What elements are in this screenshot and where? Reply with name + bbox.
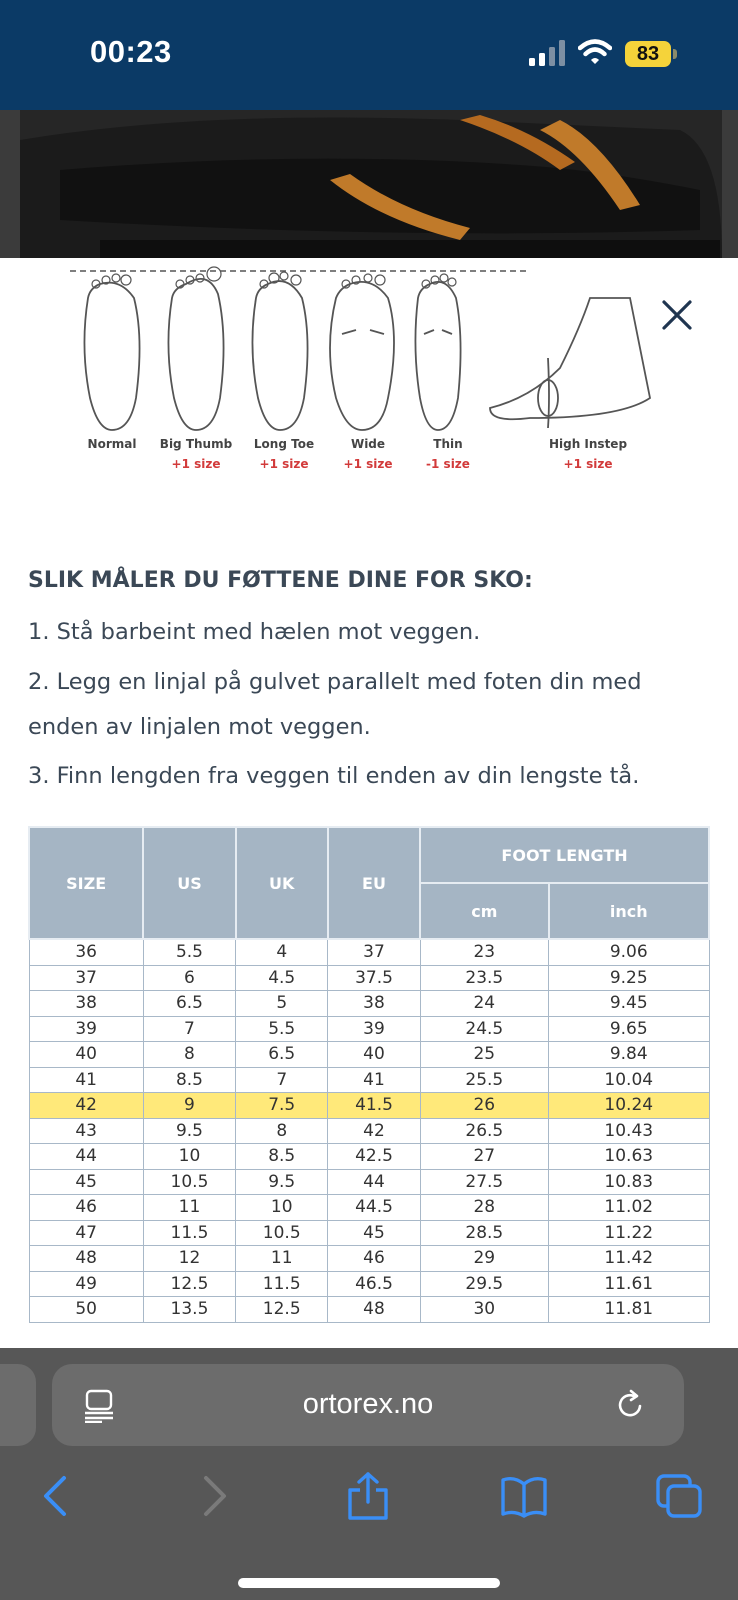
header-us: US xyxy=(143,827,235,939)
close-icon[interactable] xyxy=(660,298,694,332)
battery-cap xyxy=(673,49,677,59)
wifi-icon xyxy=(578,38,612,66)
table-row xyxy=(29,991,709,1017)
cell-uk: 4.5 xyxy=(236,965,328,991)
cell-eu: 41 xyxy=(328,1067,420,1093)
table-row xyxy=(29,1144,709,1170)
table-row xyxy=(29,1220,709,1246)
cell-size: 40 xyxy=(29,1042,143,1068)
cell-eu: 39 xyxy=(328,1016,420,1042)
foot-sub-high-instep: +1 size xyxy=(563,457,613,471)
cell-us: 11.5 xyxy=(143,1220,235,1246)
cell-inch: 10.63 xyxy=(549,1144,710,1170)
cell-eu: 40 xyxy=(328,1042,420,1068)
cell-us: 5.5 xyxy=(143,939,235,965)
cell-uk: 9.5 xyxy=(236,1169,328,1195)
cell-eu: 48 xyxy=(328,1297,420,1323)
cell-us: 8.5 xyxy=(143,1067,235,1093)
cell-uk: 5.5 xyxy=(236,1016,328,1042)
foot-label-long-toe: Long Toe xyxy=(253,437,315,451)
address-bar[interactable] xyxy=(52,1364,684,1446)
cell-uk: 11 xyxy=(236,1246,328,1272)
cell-us: 13.5 xyxy=(143,1297,235,1323)
reload-icon[interactable] xyxy=(614,1389,646,1421)
cell-cm: 23 xyxy=(420,939,548,965)
cell-size: 43 xyxy=(29,1118,143,1144)
cell-size: 47 xyxy=(29,1220,143,1246)
instruction-step-2-cont: enden av linjalen mot veggen. xyxy=(28,714,371,740)
cell-us: 10.5 xyxy=(143,1169,235,1195)
foot-sub-wide: +1 size xyxy=(343,457,393,471)
table-row xyxy=(29,1016,709,1042)
home-indicator[interactable] xyxy=(238,1578,500,1588)
cell-size: 37 xyxy=(29,965,143,991)
cell-eu: 41.5 xyxy=(328,1093,420,1119)
cell-size: 41 xyxy=(29,1067,143,1093)
cell-eu: 38 xyxy=(328,991,420,1017)
table-row xyxy=(29,939,709,965)
cell-size: 49 xyxy=(29,1271,143,1297)
cell-uk: 11.5 xyxy=(236,1271,328,1297)
cell-size: 39 xyxy=(29,1016,143,1042)
header-uk: UK xyxy=(236,827,328,939)
status-time: 00:23 xyxy=(90,34,172,69)
cell-inch: 10.24 xyxy=(549,1093,710,1119)
cell-inch: 10.43 xyxy=(549,1118,710,1144)
cell-us: 11 xyxy=(143,1195,235,1221)
cell-inch: 10.04 xyxy=(549,1067,710,1093)
size-chart-table xyxy=(28,826,710,1323)
cell-eu: 45 xyxy=(328,1220,420,1246)
cell-eu: 46 xyxy=(328,1246,420,1272)
cell-uk: 6.5 xyxy=(236,1042,328,1068)
cell-inch: 9.65 xyxy=(549,1016,710,1042)
cell-eu: 46.5 xyxy=(328,1271,420,1297)
cell-eu: 44.5 xyxy=(328,1195,420,1221)
cell-size: 48 xyxy=(29,1246,143,1272)
cell-inch: 10.83 xyxy=(549,1169,710,1195)
cell-cm: 29 xyxy=(420,1246,548,1272)
foot-label-high-instep: High Instep xyxy=(548,437,628,451)
cell-inch: 11.81 xyxy=(549,1297,710,1323)
instruction-step-2: 2. Legg en linjal på gulvet parallelt med foten din med xyxy=(28,669,642,695)
cell-us: 10 xyxy=(143,1144,235,1170)
foot-sub-big-thumb: +1 size xyxy=(171,457,221,471)
instructions-heading: SLIK MÅLER DU FØTTENE DINE FOR SKO: xyxy=(28,568,533,593)
cell-inch: 11.02 xyxy=(549,1195,710,1221)
cell-cm: 25.5 xyxy=(420,1067,548,1093)
cell-uk: 10.5 xyxy=(236,1220,328,1246)
table-row xyxy=(29,1271,709,1297)
cell-uk: 8.5 xyxy=(236,1144,328,1170)
instruction-step-3: 3. Finn lengden fra veggen til enden av din lengste tå. xyxy=(28,763,640,789)
header-size: SIZE xyxy=(29,827,143,939)
header-inch: inch xyxy=(549,883,710,939)
cell-us: 9 xyxy=(143,1093,235,1119)
cell-inch: 9.84 xyxy=(549,1042,710,1068)
cell-uk: 4 xyxy=(236,939,328,965)
cell-uk: 12.5 xyxy=(236,1297,328,1323)
cell-uk: 7.5 xyxy=(236,1093,328,1119)
cell-us: 6.5 xyxy=(143,991,235,1017)
cell-inch: 11.42 xyxy=(549,1246,710,1272)
cell-cm: 30 xyxy=(420,1297,548,1323)
cell-cm: 24 xyxy=(420,991,548,1017)
cell-us: 8 xyxy=(143,1042,235,1068)
cell-cm: 27.5 xyxy=(420,1169,548,1195)
cell-inch: 9.06 xyxy=(549,939,710,965)
foot-label-big-thumb: Big Thumb xyxy=(159,437,233,451)
product-image xyxy=(0,110,738,258)
cell-eu: 37 xyxy=(328,939,420,965)
forward-icon[interactable] xyxy=(190,1472,238,1520)
table-row xyxy=(29,1195,709,1221)
share-icon[interactable] xyxy=(344,1472,392,1520)
url-text[interactable]: ortorex.no xyxy=(302,1388,434,1420)
cell-cm: 28 xyxy=(420,1195,548,1221)
cell-size: 44 xyxy=(29,1144,143,1170)
cell-size: 50 xyxy=(29,1297,143,1323)
foot-label-wide: Wide xyxy=(350,437,386,451)
instruction-step-1: 1. Stå barbeint med hælen mot veggen. xyxy=(28,619,481,645)
cell-us: 7 xyxy=(143,1016,235,1042)
cell-size: 46 xyxy=(29,1195,143,1221)
header-cm: cm xyxy=(420,883,548,939)
cell-size: 38 xyxy=(29,991,143,1017)
cell-us: 9.5 xyxy=(143,1118,235,1144)
cell-cm: 28.5 xyxy=(420,1220,548,1246)
cell-cm: 24.5 xyxy=(420,1016,548,1042)
foot-sub-thin: -1 size xyxy=(426,457,470,471)
foot-label-normal: Normal xyxy=(87,437,137,451)
table-row xyxy=(29,1169,709,1195)
table-row xyxy=(29,1042,709,1068)
battery-indicator: 83 xyxy=(625,41,671,67)
cell-size: 42 xyxy=(29,1093,143,1119)
table-row xyxy=(29,1093,709,1119)
cell-inch: 9.25 xyxy=(549,965,710,991)
cellular-signal-icon xyxy=(529,40,567,66)
cell-inch: 11.22 xyxy=(549,1220,710,1246)
tabs-icon[interactable] xyxy=(656,1472,704,1520)
header-foot-length: FOOT LENGTH xyxy=(420,827,709,883)
cell-uk: 7 xyxy=(236,1067,328,1093)
header-eu: EU xyxy=(328,827,420,939)
table-row xyxy=(29,1067,709,1093)
previous-tab-stub[interactable] xyxy=(0,1364,36,1446)
cell-eu: 42.5 xyxy=(328,1144,420,1170)
table-row xyxy=(29,965,709,991)
cell-inch: 9.45 xyxy=(549,991,710,1017)
cell-us: 12 xyxy=(143,1246,235,1272)
cell-uk: 10 xyxy=(236,1195,328,1221)
cell-us: 6 xyxy=(143,965,235,991)
cell-uk: 8 xyxy=(236,1118,328,1144)
foot-label-thin: Thin xyxy=(433,437,463,451)
cell-eu: 37.5 xyxy=(328,965,420,991)
status-bar xyxy=(0,0,738,110)
cell-inch: 11.61 xyxy=(549,1271,710,1297)
cell-size: 45 xyxy=(29,1169,143,1195)
cell-cm: 25 xyxy=(420,1042,548,1068)
cell-eu: 44 xyxy=(328,1169,420,1195)
cell-size: 36 xyxy=(29,939,143,965)
table-row xyxy=(29,1118,709,1144)
cell-cm: 23.5 xyxy=(420,965,548,991)
table-row xyxy=(29,1297,709,1323)
cell-cm: 29.5 xyxy=(420,1271,548,1297)
cell-cm: 26.5 xyxy=(420,1118,548,1144)
size-chart-body xyxy=(29,939,709,1322)
table-row xyxy=(29,1246,709,1272)
back-icon[interactable] xyxy=(32,1472,80,1520)
cell-cm: 27 xyxy=(420,1144,548,1170)
cell-us: 12.5 xyxy=(143,1271,235,1297)
bookmarks-icon[interactable] xyxy=(500,1472,548,1520)
cell-uk: 5 xyxy=(236,991,328,1017)
cell-cm: 26 xyxy=(420,1093,548,1119)
cell-eu: 42 xyxy=(328,1118,420,1144)
foot-sub-long-toe: +1 size xyxy=(259,457,309,471)
